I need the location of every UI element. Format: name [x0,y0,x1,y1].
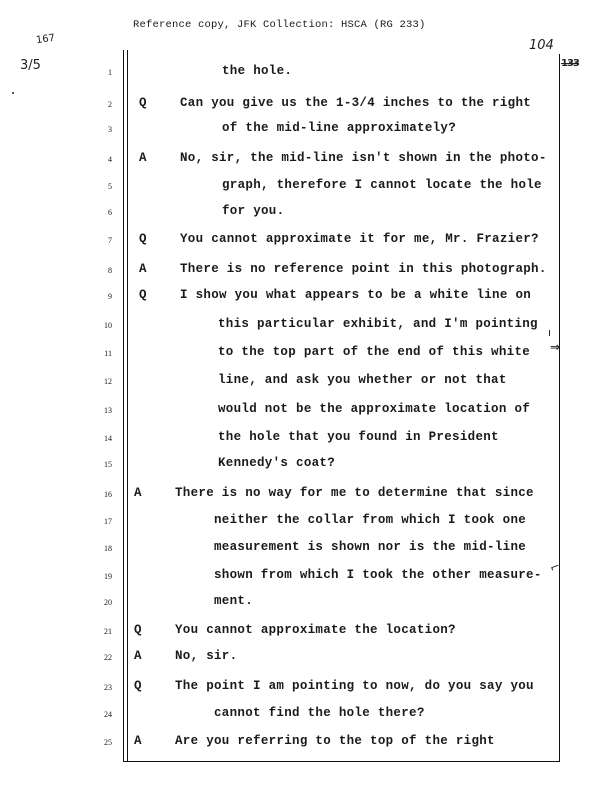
transcript-line [0,201,612,221]
line-number: 12 [104,377,112,386]
speaker-label: A [134,649,142,663]
line-number: 21 [104,627,112,636]
speaker-label: Q [139,288,147,302]
crossed-out-page-stamp: 133 [561,58,579,69]
line-number: 24 [104,710,112,719]
line-text: Can you give us the 1-3/4 inches to the right [180,96,532,110]
speaker-label: Q [134,679,142,693]
line-number: 13 [104,406,112,415]
transcript-line [0,483,612,503]
line-text: would not be the approximate location of [218,402,531,416]
line-number: 3 [108,125,112,134]
transcript-line [0,731,612,751]
transcript-line [0,676,612,696]
handwritten-note-side: 3/5 [20,58,41,73]
margin-tick-mark: ı [548,326,552,339]
transcript-line [0,175,612,195]
line-text: of the mid-line approximately? [222,121,457,135]
line-number: 9 [108,292,112,301]
line-text: You cannot approximate it for me, Mr. Frazier? [180,232,539,246]
line-text: graph, therefore I cannot locate the hole [222,178,542,192]
transcript-line [0,342,612,362]
line-number: 4 [108,155,112,164]
transcript-line [0,370,612,390]
transcript-line [0,314,612,334]
line-number: 15 [104,460,112,469]
line-number: 22 [104,653,112,662]
speaker-label: Q [139,232,147,246]
line-number: 1 [108,68,112,77]
line-text: No, sir. [175,649,238,663]
transcript-line [0,93,612,113]
speaker-label: Q [139,96,147,110]
transcript-line [0,427,612,447]
handwritten-page-number: 104 [529,38,554,53]
line-number: 19 [104,572,112,581]
line-text: line, and ask you whether or not that [218,373,507,387]
margin-tick-mark: ⌐ [547,558,563,576]
transcript-line [0,565,612,585]
transcript-line [0,118,612,138]
line-text: shown from which I took the other measure- [214,568,542,582]
speaker-label: A [134,486,142,500]
line-text: the hole that you found in President [218,430,499,444]
speaker-label: Q [134,623,142,637]
transcript-line [0,591,612,611]
line-text: Are you referring to the top of the right [175,734,495,748]
line-number: 11 [104,349,112,358]
handwritten-note-top-left: 167 [35,32,56,47]
line-number: 18 [104,544,112,553]
line-number: 2 [108,100,112,109]
transcript-line [0,285,612,305]
line-text: You cannot approximate the location? [175,623,456,637]
line-number: 14 [104,434,112,443]
line-number: 16 [104,490,112,499]
line-text: The point I am pointing to now, do you say you [175,679,534,693]
line-text: for you. [222,204,285,218]
line-text: cannot find the hole there? [214,706,425,720]
line-number: 25 [104,738,112,747]
line-text: the hole. [222,64,293,78]
line-text: There is no way for me to determine that since [175,486,534,500]
speaker-label: A [139,262,147,276]
line-number: 8 [108,266,112,275]
transcript-line [0,148,612,168]
archive-header: Reference copy, JFK Collection: HSCA (RG 233) [133,19,426,31]
transcript-line [0,646,612,666]
speaker-label: A [134,734,142,748]
line-text: I show you what appears to be a white line on [180,288,532,302]
transcript-line [0,399,612,419]
line-text: this particular exhibit, and I'm pointing [218,317,538,331]
margin-rule-bottom [123,761,560,762]
transcript-line [0,229,612,249]
line-number: 5 [108,182,112,191]
transcript-line [0,259,612,279]
line-text: Kennedy's coat? [218,456,336,470]
transcript-line [0,703,612,723]
margin-arrow-mark: ⇒ [550,340,561,354]
line-number: 10 [104,321,112,330]
line-text: No, sir, the mid-line isn't shown in the photo- [180,151,547,165]
transcript-line [0,620,612,640]
line-text: to the top part of the end of this white [218,345,531,359]
transcript-line [0,537,612,557]
transcript-line [0,510,612,530]
line-text: There is no reference point in this photograph. [180,262,547,276]
line-text: neither the collar from which I took one [214,513,527,527]
transcript-line [0,61,612,81]
line-text: ment. [214,594,254,608]
transcript-line [0,453,612,473]
line-text: measurement is shown nor is the mid-line [214,540,527,554]
line-number: 7 [108,236,112,245]
line-number: 20 [104,598,112,607]
speaker-label: A [139,151,147,165]
line-number: 23 [104,683,112,692]
line-number: 17 [104,517,112,526]
line-number: 6 [108,208,112,217]
